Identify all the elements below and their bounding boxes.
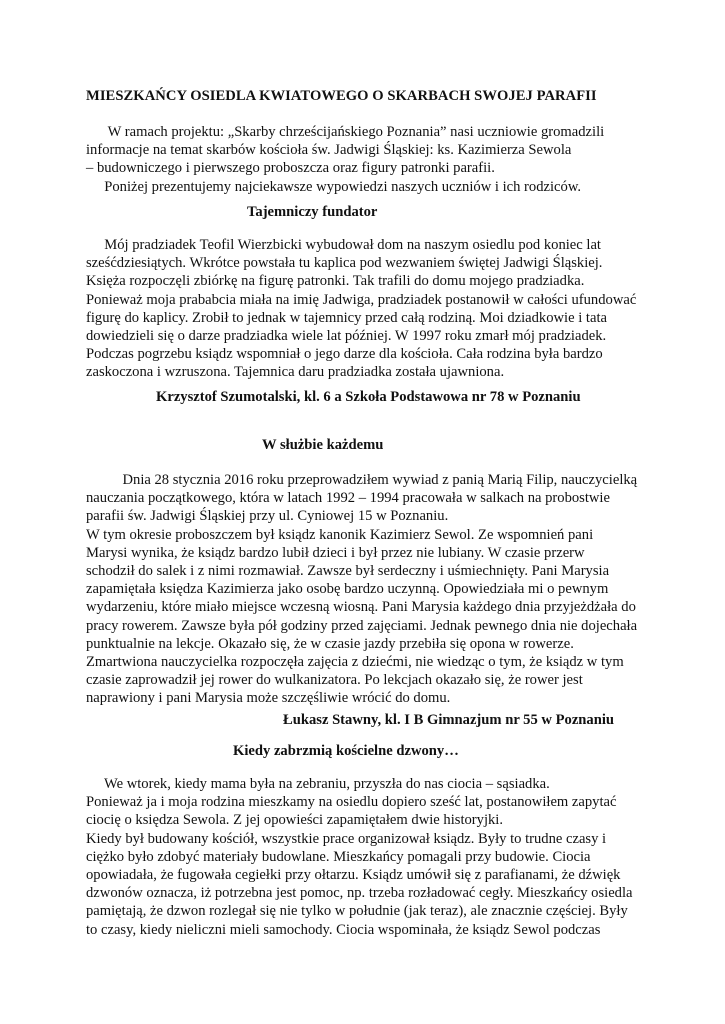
body-line: Księża rozpoczęli zbiórkę na figurę patronki. Tak trafili do domu mojego pradziadka. [86,273,585,290]
section-body [86,775,633,939]
section-author: Krzysztof Szumotalski, kl. 6 a Szkoła Podstawowa nr 78 w Poznaniu [156,389,581,405]
body-line: W tym okresie proboszczem był ksiądz kanonik Kazimierz Sewol. Ze wspomnień pani [86,526,594,543]
section-author: Łukasz Stawny, kl. I B Gimnazjum nr 55 w Poznaniu [283,712,614,728]
document-title: MIESZKAŃCY OSIEDLA KWIATOWEGO O SKARBACH SWOJEJ PARAFII [86,88,597,104]
body-line: opowiadała, że fugowała cegiełki przy ołtarzu. Ksiądz umówił się z parafianami, że dźwięk [86,867,621,884]
body-line: ciężko było zdobyć materiały budowlane. Mieszkańcy pomagali przy budowie. Ciocia [86,848,591,865]
body-line: Ponieważ moja prababcia miała na imię Jadwiga, pradziadek postanowił w całości ufundować [86,291,637,308]
body-line: sześćdziesiątych. Wkrótce powstała tu kaplica pod wezwaniem świętej Jadwigi Śląskiej. [86,255,603,272]
body-line: punktualnie na lekcje. Okazało się, że w czasie jazdy przebiła się opona w rowerze. [86,635,574,652]
body-line: czasie zaprowadził jej rower do wulkanizatora. Po lekcjach okazało się, że rower jest [86,672,583,689]
body-line: nauczania początkowego, która w latach 1992 – 1994 pracowała w salkach na probostwie [86,490,610,507]
body-line: dzwonów oznacza, iż potrzebna jest pomoc, np. trzeba rozładować cegły. Mieszkańcy osiedla [86,885,633,902]
intro-line: informacje na temat skarbów kościoła św. Jadwigi Śląskiej: ks. Kazimierza Sewola [86,142,572,159]
body-line: to czasy, kiedy nieliczni mieli samochody. Ciocia wspominała, że ksiądz Sewol podczas [86,921,601,938]
intro-line: – budowniczego i pierwszego proboszcza oraz figury patronki parafii. [86,160,495,177]
body-line: Dnia 28 stycznia 2016 roku przeprowadziłem wywiad z panią Marią Filip, nauczycielką [86,472,638,488]
section-heading: Tajemniczy fundator [247,204,378,220]
body-line: zaskoczona i wzruszona. Tajemnica daru pradziadka została ujawniona. [86,364,505,381]
section-body [86,471,637,708]
body-line: Marysi wynika, że ksiądz bardzo lubił dzieci i był przez nie lubiany. W czasie przerw [86,544,585,561]
section-body [86,236,636,382]
body-line: naprawiony i pani Marysia może szczęśliwie wrócić do domu. [86,690,451,707]
intro-paragraph [86,123,604,196]
body-line: parafii św. Jadwigi Śląskiej przy ul. Cyniowej 15 w Poznaniu. [86,508,449,525]
body-line: Zmartwiona nauczycielka rozpoczęła zajęcia z dziećmi, nie wiedząc o tym, że ksiądz w tym [86,654,624,671]
body-line: schodził do salek i z nimi rozmawiał. Zawsze był serdeczny i uśmiechnięty. Pani Marysia [86,563,610,580]
body-line: figurę do kaplicy. Zrobił to jednak w tajemnicy przed całą rodziną. Moi dziadkowie i tata [86,309,607,326]
body-line: Kiedy był budowany kościół, wszystkie prace organizował ksiądz. Były to trudne czasy i [86,830,607,847]
body-line: Ponieważ ja i moja rodzina mieszkamy na osiedlu dopiero sześć lat, postanowiłem zapytać [86,794,617,811]
section-heading: Kiedy zabrzmią kościelne dzwony… [233,743,459,759]
body-line: pracy rowerem. Zawsze była pół godziny przed zajęciami. Jednak pewnego dnia nie dojechała [86,617,638,634]
body-line: Podczas pogrzebu ksiądz wspomniał o jego darze dla kościoła. Cała rodzina była bardzo [86,346,603,363]
body-line: wydarzeniu, które miało miejsce wczesną wiosną. Pani Marysia każdego dnia przyjeżdżała do [86,599,636,616]
intro-line: Poniżej prezentujemy najciekawsze wypowiedzi naszych uczniów i ich rodziców. [86,178,582,195]
intro-line: W ramach projektu: „Skarby chrześcijańskiego Poznania” nasi uczniowie gromadzili [86,124,605,140]
body-line: ciocię o księdza Sewola. Z jej opowieści zapamiętałem dwie historyjki. [86,812,504,829]
body-line: We wtorek, kiedy mama była na zebraniu, przyszła do nas ciocia – sąsiadka. [86,776,550,792]
body-line: dowiedzieli się o darze pradziadka wiele lat później. W 1997 roku zmarł mój pradziadek. [86,328,607,345]
section-heading: W służbie każdemu [262,437,384,453]
body-line: Mój pradziadek Teofil Wierzbicki wybudował dom na naszym osiedlu pod koniec lat [86,237,601,253]
body-line: zapamiętała księdza Kazimierza jako osobę bardzo uczynną. Opowiedziała mi o pewnym [86,581,609,598]
body-line: pamiętają, że dzwon rozlegał się nie tylko w południe (jak teraz), ale znacznie częściej. Były [86,903,628,920]
